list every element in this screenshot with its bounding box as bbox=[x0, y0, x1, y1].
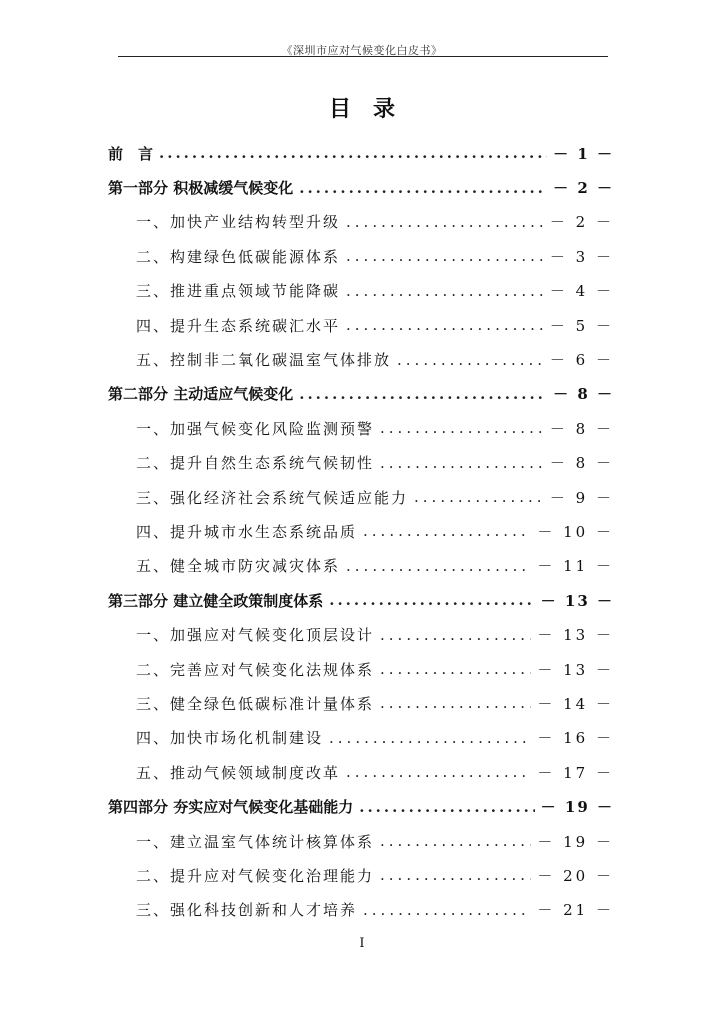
dot-leader bbox=[380, 694, 531, 712]
toc-entry-page: － 14 － bbox=[537, 694, 614, 713]
dot-leader bbox=[380, 626, 531, 644]
toc-entry-page: － 21 － bbox=[537, 901, 614, 920]
dot-leader bbox=[380, 419, 544, 437]
toc-entry-label: 五、控制非二氧化碳温室气体排放 bbox=[136, 351, 392, 370]
dot-leader bbox=[346, 557, 531, 575]
dot-leader bbox=[380, 454, 544, 472]
toc-entry-label: 三、强化科技创新和人才培养 bbox=[136, 901, 358, 920]
toc-entry-label: 五、健全城市防灾减灾体系 bbox=[136, 557, 341, 576]
toc-entry-label: 四、提升生态系统碳汇水平 bbox=[136, 316, 341, 335]
toc-section-entry[interactable] bbox=[108, 205, 614, 239]
toc-section-entry[interactable] bbox=[108, 549, 614, 583]
toc-entry-page: － 17 － bbox=[537, 763, 614, 782]
header-rule bbox=[118, 56, 608, 57]
toc-entry-page: － 6 － bbox=[549, 351, 614, 370]
dot-leader bbox=[363, 901, 531, 919]
toc-entry-label: 二、完善应对气候变化法规体系 bbox=[136, 660, 375, 679]
toc-entry-label: 第二部分 主动适应气候变化 bbox=[108, 385, 294, 404]
dot-leader bbox=[397, 351, 544, 369]
toc-entry-page: － 9 － bbox=[549, 488, 614, 507]
toc-entry-label: 二、提升自然生态系统气候韧性 bbox=[136, 454, 375, 473]
page-number: I bbox=[359, 936, 365, 951]
dot-leader bbox=[329, 591, 534, 609]
toc-entry-label: 三、健全绿色低碳标准计量体系 bbox=[136, 694, 375, 713]
toc-entry-page: － 13 － bbox=[537, 626, 614, 645]
toc-part-entry[interactable] bbox=[108, 136, 614, 170]
toc-section-entry[interactable] bbox=[108, 446, 614, 480]
toc-entry-label: 三、推进重点领域节能降碳 bbox=[136, 282, 341, 301]
toc-section-entry[interactable] bbox=[108, 308, 614, 342]
dot-leader bbox=[380, 866, 531, 884]
dot-leader bbox=[380, 660, 531, 678]
toc-entry-label: 一、加强气候变化风险监测预警 bbox=[136, 419, 375, 438]
toc-entry-page: － 11 － bbox=[537, 557, 614, 576]
toc-title: 目录 bbox=[328, 96, 417, 122]
toc-entry-label: 一、加快产业结构转型升级 bbox=[136, 213, 341, 232]
dot-leader bbox=[346, 213, 544, 231]
toc-entry-page: － 20 － bbox=[537, 866, 614, 885]
dot-leader bbox=[380, 832, 531, 850]
toc-part-entry[interactable] bbox=[108, 789, 614, 823]
toc-entry-label: 四、加快市场化机制建设 bbox=[136, 729, 324, 748]
toc-entry-page: － 19 － bbox=[537, 832, 614, 851]
dot-leader bbox=[346, 316, 544, 334]
dot-leader bbox=[346, 247, 544, 265]
dot-leader bbox=[346, 763, 531, 781]
toc-entry-page: － 16 － bbox=[537, 729, 614, 748]
toc-part-entry[interactable] bbox=[108, 377, 614, 411]
dot-leader bbox=[299, 385, 547, 403]
toc-section-entry[interactable] bbox=[108, 342, 614, 376]
toc-section-entry[interactable] bbox=[108, 893, 614, 927]
toc-section-entry[interactable] bbox=[108, 274, 614, 308]
toc-entry-page: － 19 － bbox=[540, 798, 614, 817]
toc-entry-page: － 10 － bbox=[537, 522, 614, 541]
toc-section-entry[interactable] bbox=[108, 411, 614, 445]
toc-section-entry[interactable] bbox=[108, 652, 614, 686]
toc-entry-page: － 8 － bbox=[549, 454, 614, 473]
toc-section-entry[interactable] bbox=[108, 480, 614, 514]
toc-entry-label: 前 言 bbox=[108, 144, 154, 163]
toc-section-entry[interactable] bbox=[108, 755, 614, 789]
toc-entry-page: － 3 － bbox=[549, 247, 614, 266]
toc-entry-label: 五、推动气候领域制度改革 bbox=[136, 763, 341, 782]
toc-part-entry[interactable] bbox=[108, 170, 614, 204]
toc-entry-label: 第三部分 建立健全政策制度体系 bbox=[108, 591, 324, 610]
toc-entry-page: － 8 － bbox=[553, 385, 614, 404]
toc-entry-page: － 13 － bbox=[537, 660, 614, 679]
dot-leader bbox=[414, 488, 544, 506]
toc-section-entry[interactable] bbox=[108, 617, 614, 651]
dot-leader bbox=[363, 522, 531, 540]
toc-entry-page: － 8 － bbox=[549, 419, 614, 438]
toc-entry-label: 一、加强应对气候变化顶层设计 bbox=[136, 626, 375, 645]
toc-entry-label: 第四部分 夯实应对气候变化基础能力 bbox=[108, 798, 354, 817]
toc-entry-label: 四、提升城市水生态系统品质 bbox=[136, 522, 358, 541]
dot-leader bbox=[329, 729, 531, 747]
toc-section-entry[interactable] bbox=[108, 858, 614, 892]
toc-entry-page: － 1 － bbox=[553, 144, 614, 163]
dot-leader bbox=[346, 282, 544, 300]
toc-section-entry[interactable] bbox=[108, 721, 614, 755]
toc-part-entry[interactable] bbox=[108, 583, 614, 617]
toc-entry-label: 二、构建绿色低碳能源体系 bbox=[136, 247, 341, 266]
toc-section-entry[interactable] bbox=[108, 239, 614, 273]
toc-section-entry[interactable] bbox=[108, 514, 614, 548]
toc-entry-label: 一、建立温室气体统计核算体系 bbox=[136, 832, 375, 851]
toc-entry-label: 三、强化经济社会系统气候适应能力 bbox=[136, 488, 409, 507]
dot-leader bbox=[159, 144, 547, 162]
toc-entry-page: － 4 － bbox=[549, 282, 614, 301]
toc-entry-label: 第一部分 积极减缓气候变化 bbox=[108, 179, 294, 198]
toc-entry-page: － 13 － bbox=[540, 591, 614, 610]
toc-section-entry[interactable] bbox=[108, 686, 614, 720]
toc-entry-label: 二、提升应对气候变化治理能力 bbox=[136, 866, 375, 885]
toc-section-entry[interactable] bbox=[108, 824, 614, 858]
table-of-contents bbox=[108, 136, 614, 927]
dot-leader bbox=[299, 179, 547, 197]
dot-leader bbox=[359, 798, 534, 816]
toc-entry-page: － 5 － bbox=[549, 316, 614, 335]
toc-entry-page: － 2 － bbox=[549, 213, 614, 232]
toc-entry-page: － 2 － bbox=[553, 179, 614, 198]
header-text: 《深圳市应对气候变化白皮书》 bbox=[281, 44, 443, 57]
